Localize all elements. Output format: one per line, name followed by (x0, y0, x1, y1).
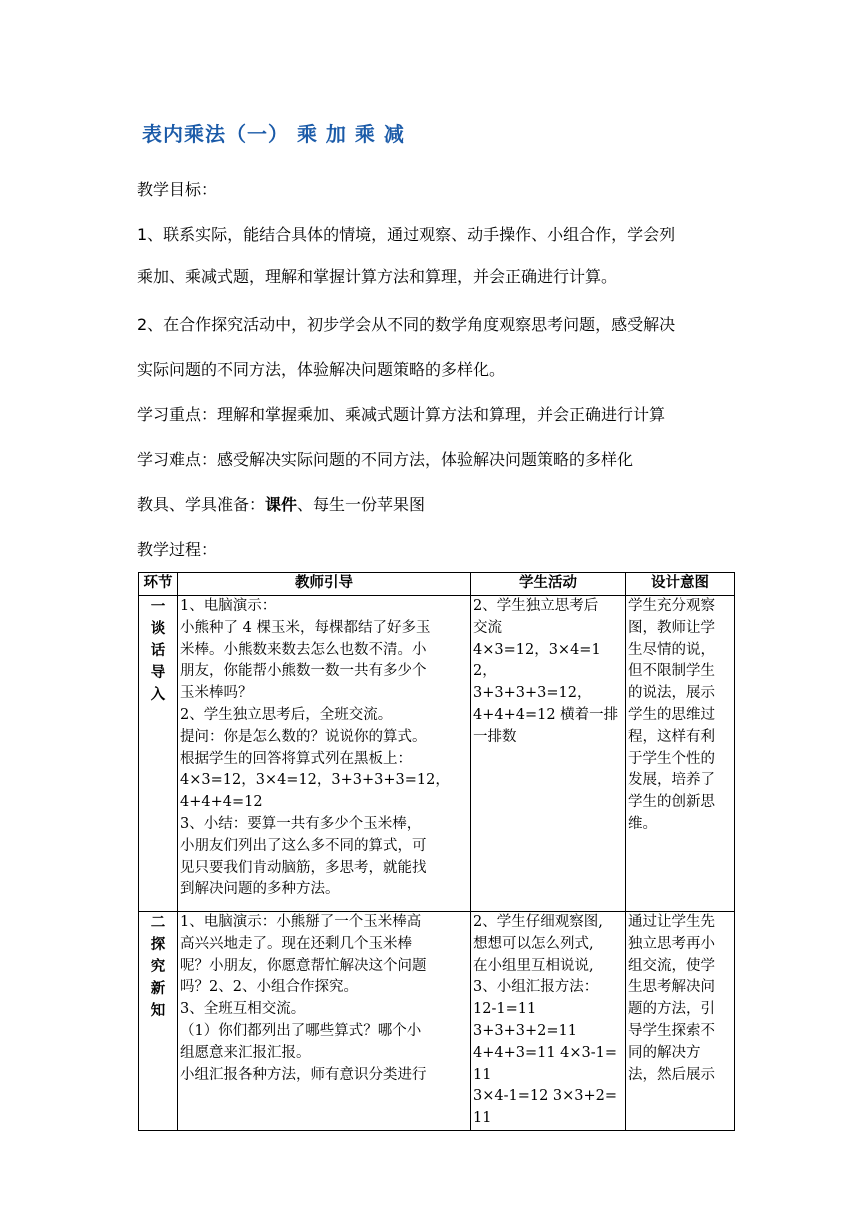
cell-line: 1、电脑演示：小熊掰了一个玉米棒高 (180, 914, 422, 930)
cell-line: 见只要我们肯动脑筋，多思考，就能找 (180, 859, 427, 876)
teacher-cell (178, 596, 471, 912)
stage-char: 导 (150, 665, 166, 681)
materials (137, 493, 425, 517)
cell-line: 2、学生独立思考后 (473, 598, 599, 614)
materials-bold: 课件 (265, 495, 298, 514)
materials-prefix: 教具、学具准备： (137, 495, 266, 514)
stage-char: 一 (150, 599, 166, 615)
stage-char: 话 (150, 643, 166, 659)
objective-2-line-1: 2、在合作探究活动中，初步学会从不同的数学角度观察思考问题，感受解决 (137, 315, 676, 334)
intent-cell (626, 912, 735, 1131)
cell-line: 生思考解决问 (628, 979, 715, 996)
cell-line: 图，教师让学 (628, 619, 715, 636)
cell-line: 通过让学生先 (628, 914, 715, 930)
teacher-cell (178, 912, 471, 1131)
objective-1-line-2: 乘加、乘减式题，理解和掌握计算方法和算理，并会正确进行计算。 (137, 267, 618, 286)
cell-line: 到解决问题的多种方法。 (180, 881, 340, 898)
stage-char: 入 (150, 687, 166, 703)
cell-line: 1、电脑演示： (180, 598, 277, 614)
cell-line: 提问：你是怎么数的？说说你的算式。 (180, 728, 427, 745)
document-title: 表内乘法（一） 乘 加 乘 减 (142, 122, 405, 146)
cell-line: 维。 (628, 815, 657, 832)
cell-line: 发展，培养了 (628, 772, 715, 789)
materials-suffix: 、每生一份苹果图 (297, 495, 426, 514)
stage-char: 探 (150, 937, 166, 953)
cell-line: 12-1=11 (473, 1001, 537, 1018)
cell-line: 2、学生独立思考后，全班交流。 (180, 706, 393, 723)
cell-line: 一排数 (473, 728, 517, 745)
intent-cell (626, 596, 735, 912)
header-stage: 环节 (139, 573, 178, 596)
cell-line: 小熊种了 4 棵玉米，每棵都结了好多玉 (180, 619, 431, 636)
cell-line: 3、小组汇报方法： (473, 979, 599, 996)
cell-line: 学生的思维过 (628, 706, 715, 723)
key-point: 学习重点：理解和掌握乘加、乘减式题计算方法和算理，并会正确进行计算 (137, 405, 666, 424)
objective-2-line-2: 实际问题的不同方法，体验解决问题策略的多样化。 (137, 360, 506, 379)
cell-line: 小组汇报各种方法，师有意识分类进行 (180, 1066, 427, 1083)
stage-char: 谈 (150, 621, 166, 637)
cell-line: 学生充分观察 (628, 598, 715, 614)
cell-line: 呢？小朋友，你愿意帮忙解决这个问题 (180, 957, 427, 974)
cell-line: 在小组里互相说说, (473, 957, 594, 974)
stage-char: 究 (150, 959, 166, 975)
cell-line: 题的方法，引 (628, 1001, 715, 1018)
cell-line: 4×3=12，3×4=12， (473, 641, 601, 680)
header-teacher: 教师引导 (178, 573, 471, 596)
cell-line: 朋友，你能帮小熊数一数一共有多少个 (180, 663, 427, 680)
cell-line: 小朋友们列出了这么多不同的算式，可 (180, 837, 427, 854)
cell-line: 同的解决方 (628, 1044, 701, 1061)
cell-line: 想想可以怎么列式, (473, 935, 594, 952)
cell-line: 独立思考再小 (628, 935, 715, 952)
cell-line: 但不限制学生 (628, 663, 715, 680)
objective-1-line-1: 1、联系实际，能结合具体的情境，通过观察、动手操作、小组合作，学会列 (137, 225, 676, 244)
cell-line: 吗？2、2、小组合作探究。 (180, 979, 358, 996)
cell-line: 交流 (473, 619, 502, 636)
cell-line: （1）你们都列出了哪些算式？哪个小 (180, 1022, 422, 1039)
stage-cell (139, 912, 178, 1131)
cell-line: 2、学生仔细观察图, (473, 914, 603, 930)
cell-line: 程，这样有利 (628, 728, 715, 745)
cell-line: 组愿意来汇报汇报。 (180, 1044, 311, 1061)
cell-line: 玉米棒吗？ (180, 685, 253, 702)
stage-char: 新 (150, 981, 166, 997)
process-heading: 教学过程： (137, 540, 218, 559)
cell-line: 的说法，展示 (628, 685, 715, 702)
stage-cell (139, 596, 178, 912)
header-student: 学生活动 (471, 573, 626, 596)
student-cell (471, 596, 626, 912)
cell-line: 组交流，使学 (628, 957, 715, 974)
cell-line: 4+4+3=11 4×3-1=11 (473, 1044, 618, 1083)
cell-line: 法，然后展示 (628, 1066, 715, 1083)
stage-char: 知 (150, 1003, 166, 1019)
cell-line: 根据学生的回答将算式列在黑板上： (180, 750, 412, 767)
cell-line: 高兴兴地走了。现在还剩几个玉米棒 (180, 935, 412, 952)
cell-line: 4×3=12，3×4=12，3+3+3+3=12， (180, 772, 450, 789)
cell-line: 3+3+3+3=12， (473, 685, 592, 702)
table-row (139, 912, 735, 1131)
header-intent: 设计意图 (626, 573, 735, 596)
cell-line: 4+4+4=12 横着一排 (473, 706, 619, 723)
cell-line: 学生的创新思 (628, 794, 715, 811)
student-cell (471, 912, 626, 1131)
cell-line: 3、全班互相交流。 (180, 1001, 306, 1018)
cell-line: 导学生探索不 (628, 1022, 715, 1039)
cell-line: 米棒。小熊数来数去怎么也数不清。小 (180, 641, 427, 658)
cell-line: 于学生个性的 (628, 750, 715, 767)
cell-line: 4+4+4=12 (180, 794, 263, 811)
cell-line: 3、小结：要算一共有多少个玉米棒， (180, 815, 422, 832)
cell-line: 3+3+3+2=11 (473, 1022, 577, 1039)
lesson-table (138, 572, 735, 1131)
cell-line: 3×4-1=12 3×3+2=11 (473, 1088, 618, 1127)
table-row (139, 596, 735, 912)
difficulty: 学习难点：感受解决实际问题的不同方法，体验解决问题策略的多样化 (137, 450, 634, 469)
objectives-heading: 教学目标： (137, 180, 218, 199)
stage-char: 二 (150, 915, 166, 931)
table-header-row (139, 573, 735, 596)
cell-line: 生尽情的说， (628, 641, 715, 658)
